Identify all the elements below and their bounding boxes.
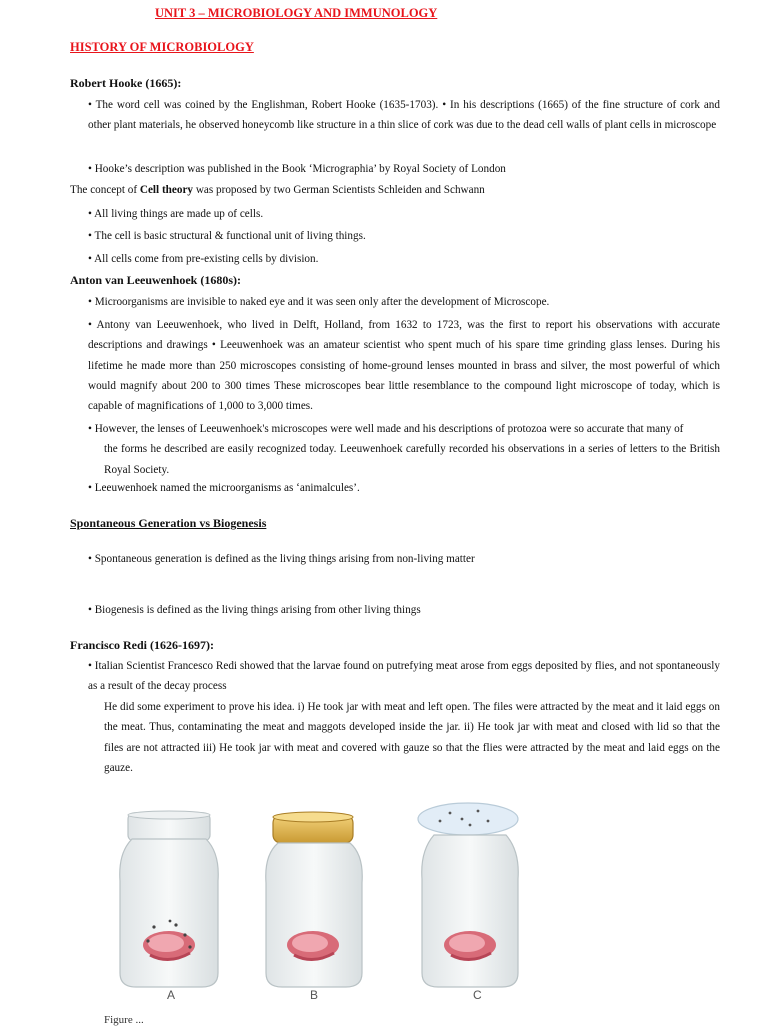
leeuwenhoek-bullet-1: • Microorganisms are invisible to naked eye and it was seen only after the development of Microscope.: [88, 296, 550, 308]
jar-label-a: A: [167, 988, 176, 1002]
cell-theory-prefix: The concept of: [70, 184, 140, 196]
hooke-heading: Robert Hooke (1665):: [70, 76, 182, 90]
jar-a-open: [120, 811, 219, 987]
leeuwenhoek-bullet-2: • Antony van Leeuwenhoek, who lived in Delft, Holland, from 1632 to 1723, was the first to report his observations with accurate descriptions and drawings • Leeuwenhoek was an amateur scientist who spent much of his spare time grinding glass lenses. During his lifetime he made more than 250 microscopes consisting of home-ground lenses mounted in brass and silver, the most powerful of which would magnify about 200 to 300 times These microscopes bear little resemblance to the compound light microscope of today, which is capable of magnifications of 1,000 to 3,000 times.: [88, 319, 720, 413]
cell-theory-bullet-2: • The cell is basic structural & functional unit of living things.: [88, 230, 366, 242]
leeuwenhoek-bullet-3-rest: the forms he described are easily recognized today. Leeuwenhoek carefully recorded his observations in a series of letters to the British Royal Society.: [104, 443, 720, 476]
cell-theory-suffix: was proposed by two German Scientists Schleiden and Schwann: [193, 184, 485, 196]
leeuwenhoek-bullet-4: • Leeuwenhoek named the microorganisms as ‘animalcules’.: [88, 482, 360, 494]
figure-caption: Figure ...: [104, 1014, 144, 1026]
leeuwenhoek-heading: Anton van Leeuwenhoek (1680s):: [70, 273, 242, 287]
jar-label-c: C: [473, 988, 482, 1002]
section-title: HISTORY OF MICROBIOLOGY: [70, 40, 254, 54]
spontaneous-heading: Spontaneous Generation vs Biogenesis: [70, 516, 267, 530]
spontaneous-bullet-1: • Spontaneous generation is defined as the living things arising from non-living matter: [88, 553, 475, 565]
unit-title: UNIT 3 – MICROBIOLOGY AND IMMUNOLOGY: [155, 6, 438, 20]
jar-c-gauze: [418, 803, 518, 987]
leeuwenhoek-bullet-3: [88, 419, 720, 480]
cell-theory-bullet-1: • All living things are made up of cells.: [88, 208, 264, 220]
jar-label-b: B: [310, 988, 319, 1002]
redi-bullet-1: • Italian Scientist Francesco Redi showed that the larvae found on putrefying meat arose from eggs deposited by flies, and not spontaneously as a result of the decay process: [88, 660, 720, 693]
redi-experiment-figure: [110, 795, 530, 1015]
redi-heading: Francisco Redi (1626-1697):: [70, 638, 214, 652]
jar-b-lidded: [266, 812, 363, 987]
leeuwenhoek-bullet-3-first: • However, the lenses of Leeuwenhoek's microscopes were well made and his descriptions of protozoa were so accurate that many of: [88, 423, 684, 435]
cell-theory-bullet-3: • All cells come from pre-existing cells by division.: [88, 253, 319, 265]
hooke-bullet-1: • The word cell was coined by the Englishman, Robert Hooke (1635-1703). • In his descriptions (1665) of the fine structure of cork and other plant materials, he observed honeycomb like structure in a thin slice of cork was due to the dead cell walls of plant cells in microscope: [88, 99, 720, 132]
hooke-bullet-2: • Hooke’s description was published in the Book ‘Micrographia’ by Royal Society of London: [88, 163, 506, 175]
cell-theory-bold: Cell theory: [139, 184, 194, 196]
redi-experiment-paragraph: He did some experiment to prove his idea. i) He took jar with meat and left open. The files were attracted by the meat and it laid eggs on the meat. Thus, contaminating the meat and maggots developed inside the jar. ii) He took jar with meat and closed with lid so that the files are not attracted iii) He took jar with meat and covered with gauze so that the flies were attracted by the meat and laid eggs on the gauze.: [104, 701, 720, 774]
biogenesis-bullet: • Biogenesis is defined as the living things arising from other living things: [88, 604, 421, 616]
cell-theory-statement: [70, 180, 720, 200]
